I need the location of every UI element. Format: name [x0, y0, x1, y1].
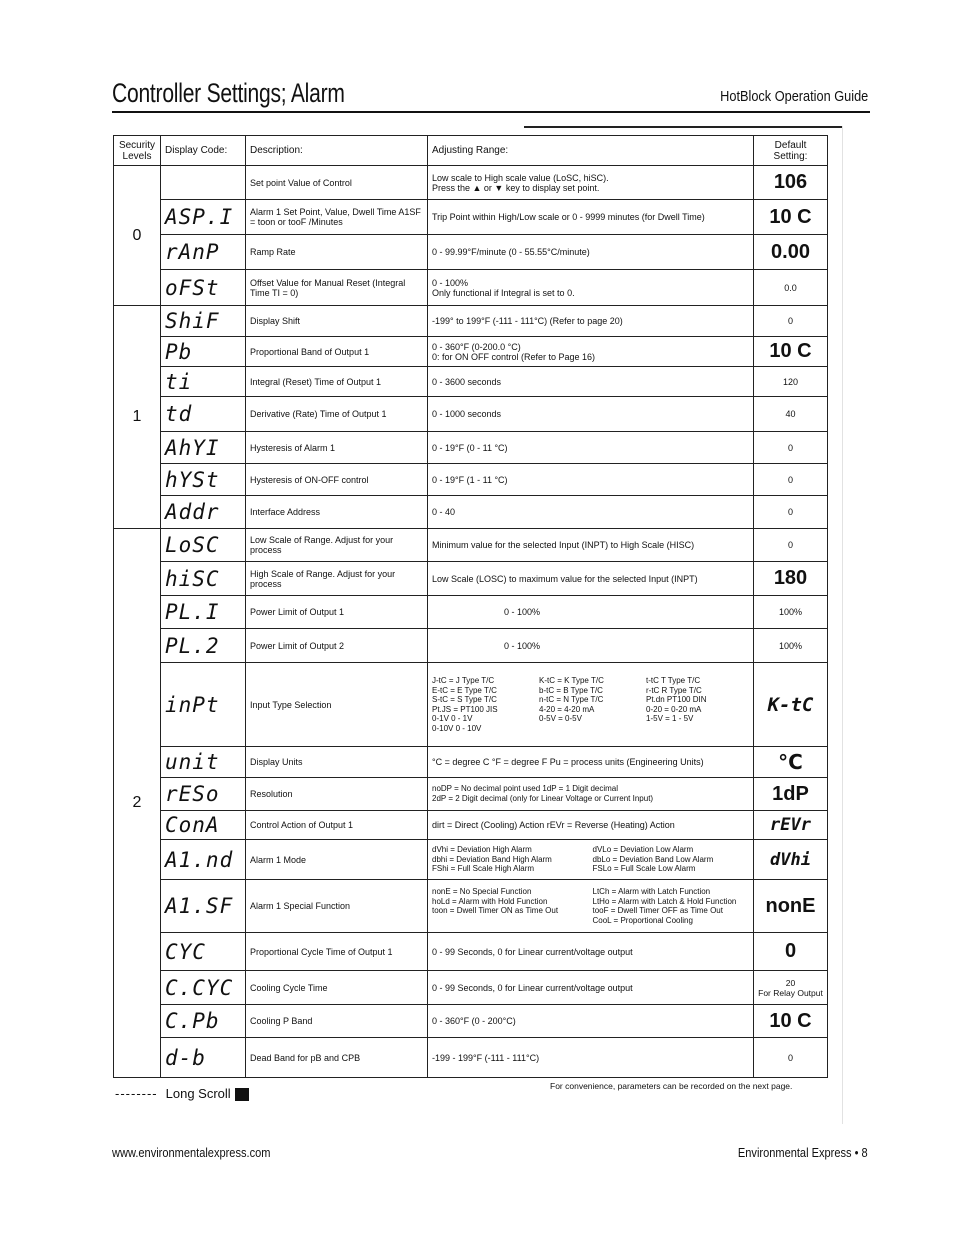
description: Proportional Cycle Time of Output 1 — [246, 933, 428, 971]
table-row — [114, 778, 828, 811]
description: Resolution — [246, 778, 428, 811]
footer-page-number: Environmental Express • 8 — [738, 1145, 868, 1160]
default-setting: °C — [754, 747, 828, 778]
description: Alarm 1 Mode — [246, 840, 428, 880]
input-type-code: S-tC = S Type T/C — [432, 695, 497, 704]
display-code: d-b — [161, 1038, 246, 1078]
dashed-line: -------- — [115, 1086, 158, 1101]
adjusting-range — [428, 840, 754, 880]
range-line: 2dP = 2 Digit decimal (only for Linear Voltage or Current Input) — [432, 794, 654, 803]
default-setting: 180 — [754, 562, 828, 596]
special-function-code: LtCh = Alarm with Latch Function — [592, 887, 711, 896]
adjusting-range: °C = degree C °F = degree F Pu = process units (Engineering Units) — [428, 747, 754, 778]
default-setting: 40 — [754, 397, 828, 432]
display-code: unit — [161, 747, 246, 778]
adjusting-range: 0 - 19°F (0 - 11 °C) — [428, 432, 754, 464]
alarm-mode-code: dbLo = Deviation Band Low Alarm — [592, 854, 714, 864]
table-row — [114, 747, 828, 778]
default-setting — [754, 971, 828, 1005]
default-setting: 10 C — [754, 200, 828, 235]
table-row — [114, 529, 828, 562]
table-row — [114, 596, 828, 629]
display-code: A1.nd — [161, 840, 246, 880]
display-code: hiSC — [161, 562, 246, 596]
default-setting: 0 — [754, 464, 828, 496]
input-type-code: J-tC = J Type T/C — [432, 676, 495, 685]
input-type-code: 0-5V = 0-5V — [539, 714, 582, 723]
col-adjusting-range: Adjusting Range: — [428, 136, 754, 166]
table-row — [114, 464, 828, 496]
adjusting-range: Trip Point within High/Low scale or 0 - 9999 minutes (for Dwell Time) — [428, 200, 754, 235]
description: Control Action of Output 1 — [246, 811, 428, 840]
special-function-code: LtHo = Alarm with Latch & Hold Function — [592, 896, 737, 906]
default-setting: 100% — [754, 629, 828, 663]
description: Cooling P Band — [246, 1005, 428, 1038]
description: Alarm 1 Special Function — [246, 880, 428, 933]
table-row — [114, 200, 828, 235]
input-type-code: Pt.dn PT100 DIN — [646, 695, 707, 704]
display-code: Addr — [161, 496, 246, 529]
table-row — [114, 1005, 828, 1038]
input-type-code: 0-10V 0 - 10V — [432, 723, 482, 733]
default-setting: nonE — [754, 880, 828, 933]
col-default-setting: Default Setting: — [754, 136, 828, 166]
input-type-code: 4-20 = 4-20 mA — [539, 704, 595, 714]
default-setting: 0.0 — [754, 270, 828, 306]
default-setting: 1dP — [754, 778, 828, 811]
display-code: AhYI — [161, 432, 246, 464]
special-function-code: tooF = Dwell Timer OFF as Time Out — [592, 906, 723, 915]
description: Alarm 1 Set Point, Value, Dwell Time A1SF = toon or tooF /Minutes — [246, 200, 428, 235]
description: Offset Value for Manual Reset (Integral Time TI = 0) — [246, 270, 428, 306]
table-row — [114, 811, 828, 840]
table-row — [114, 306, 828, 337]
display-code: C.CYC — [161, 971, 246, 1005]
special-function-code: hoLd = Alarm with Hold Function — [432, 896, 548, 906]
adjusting-range — [428, 778, 754, 811]
security-level-0: 0 — [114, 166, 161, 306]
display-code: ASP.I — [161, 200, 246, 235]
long-scroll-label: Long Scroll — [165, 1086, 231, 1101]
table-row — [114, 840, 828, 880]
adjusting-range — [428, 166, 754, 200]
footer-website: www.environmentalexpress.com — [112, 1145, 271, 1160]
default-setting: 0 — [754, 306, 828, 337]
col-display-code: Display Code: — [161, 136, 246, 166]
default-setting: dVhi — [754, 840, 828, 880]
input-type-code: 0-20 = 0-20 mA — [646, 704, 702, 714]
display-code: CYC — [161, 933, 246, 971]
display-code: td — [161, 397, 246, 432]
table-row — [114, 367, 828, 397]
table-row — [114, 397, 828, 432]
display-code: inPt — [161, 663, 246, 747]
scan-edge-shadow — [842, 126, 843, 1124]
default-setting: 0 — [754, 496, 828, 529]
adjusting-range — [428, 880, 754, 933]
description: Integral (Reset) Time of Output 1 — [246, 367, 428, 397]
alarm-mode-code: dbhi = Deviation Band High Alarm — [432, 854, 552, 864]
adjusting-range: 0 - 100% — [428, 596, 754, 629]
adjusting-range: Low Scale (LOSC) to maximum value for the selected Input (INPT) — [428, 562, 754, 596]
input-type-code: E-tC = E Type T/C — [432, 685, 497, 695]
adjusting-range: 0 - 1000 seconds — [428, 397, 754, 432]
settings-table — [113, 135, 828, 1078]
display-code: ti — [161, 367, 246, 397]
description: Dead Band for pB and CPB — [246, 1038, 428, 1078]
adjusting-range: -199° to 199°F (-111 - 111°C) (Refer to page 20) — [428, 306, 754, 337]
range-line: Low scale to High scale value (LoSC, hiSC). — [432, 172, 609, 183]
description: Ramp Rate — [246, 235, 428, 270]
special-function-code: CooL = Proportional Cooling — [592, 915, 693, 925]
default-setting: 120 — [754, 367, 828, 397]
default-setting: 0 — [754, 529, 828, 562]
table-row — [114, 880, 828, 933]
special-function-list — [432, 887, 749, 925]
table-row — [114, 663, 828, 747]
long-scroll-note — [115, 1086, 249, 1101]
input-type-code: K-tC = K Type T/C — [539, 676, 604, 685]
description: High Scale of Range. Adjust for your process — [246, 562, 428, 596]
default-setting: 106 — [754, 166, 828, 200]
display-code: ConA — [161, 811, 246, 840]
adjusting-range: 0 - 19°F (1 - 11 °C) — [428, 464, 754, 496]
display-code: hYSt — [161, 464, 246, 496]
alarm-mode-code: FShi = Full Scale High Alarm — [432, 864, 535, 874]
adjusting-range: dirt = Direct (Cooling) Action rEVr = Reverse (Heating) Action — [428, 811, 754, 840]
table-row — [114, 562, 828, 596]
display-code: oFSt — [161, 270, 246, 306]
range-line: 0: for ON OFF control (Refer to Page 16) — [432, 351, 596, 362]
adjusting-range — [428, 337, 754, 367]
default-setting: rEVr — [754, 811, 828, 840]
display-code: A1.SF — [161, 880, 246, 933]
description: Low Scale of Range. Adjust for your process — [246, 529, 428, 562]
input-type-code: t-tC T Type T/C — [646, 676, 701, 685]
table-row — [114, 933, 828, 971]
description: Hysteresis of ON-OFF control — [246, 464, 428, 496]
alarm-mode-code: dVhi = Deviation High Alarm — [432, 845, 532, 855]
adjusting-range — [428, 270, 754, 306]
table-row — [114, 971, 828, 1005]
range-line: 0 - 100% — [432, 277, 469, 288]
description: Cooling Cycle Time — [246, 971, 428, 1005]
convenience-note: For convenience, parameters can be recorded on the next page. — [550, 1081, 793, 1091]
adjusting-range: Minimum value for the selected Input (INPT) to High Scale (HISC) — [428, 529, 754, 562]
guide-title: HotBlock Operation Guide — [719, 88, 868, 105]
table-row — [114, 337, 828, 367]
special-function-code: toon = Dwell Timer ON as Time Out — [432, 906, 559, 915]
default-value: 20 — [785, 977, 796, 988]
col-description: Description: — [246, 136, 428, 166]
table-row — [114, 629, 828, 663]
default-setting: 10 C — [754, 1005, 828, 1038]
range-line: Only functional if Integral is set to 0. — [432, 287, 575, 298]
input-type-list — [432, 676, 749, 733]
input-type-code: Pt.JS = PT100 JIS — [432, 704, 498, 714]
adjusting-range: 0 - 99.99°F/minute (0 - 55.55°C/minute) — [428, 235, 754, 270]
default-setting: 0.00 — [754, 235, 828, 270]
display-code: Pb — [161, 337, 246, 367]
page-title: Controller Settings; Alarm — [112, 78, 345, 108]
default-setting: 0 — [754, 1038, 828, 1078]
adjusting-range: 0 - 99 Seconds, 0 for Linear current/voltage output — [428, 933, 754, 971]
special-function-code: nonE = No Special Function — [432, 887, 532, 896]
input-type-code: r-tC R Type T/C — [646, 685, 702, 695]
display-code: PL.I — [161, 596, 246, 629]
table-row — [114, 432, 828, 464]
default-note: For Relay Output — [758, 987, 823, 998]
title-rule — [112, 111, 870, 113]
display-code: ShiF — [161, 306, 246, 337]
input-type-code: n-tC = N Type T/C — [539, 695, 604, 704]
description: Display Units — [246, 747, 428, 778]
table-row — [114, 1038, 828, 1078]
display-code — [161, 166, 246, 200]
description: Derivative (Rate) Time of Output 1 — [246, 397, 428, 432]
header-row — [114, 136, 828, 166]
display-code: C.Pb — [161, 1005, 246, 1038]
adjusting-range — [428, 663, 754, 747]
display-code: rAnP — [161, 235, 246, 270]
special-function-code — [432, 916, 589, 926]
range-line: 0 - 360°F (0-200.0 °C) — [432, 341, 521, 352]
adjusting-range: 0 - 99 Seconds, 0 for Linear current/voltage output — [428, 971, 754, 1005]
alarm-mode-code: dVLo = Deviation Low Alarm — [592, 845, 694, 855]
description: Proportional Band of Output 1 — [246, 337, 428, 367]
alarm-mode-list — [432, 845, 749, 874]
description: Hysteresis of Alarm 1 — [246, 432, 428, 464]
description: Interface Address — [246, 496, 428, 529]
input-type-code: 0-1V 0 - 1V — [432, 714, 473, 723]
adjusting-range: 0 - 40 — [428, 496, 754, 529]
table-row — [114, 496, 828, 529]
col-security-levels: Security Levels — [114, 136, 161, 166]
adjusting-range: 0 - 360°F (0 - 200°C) — [428, 1005, 754, 1038]
adjusting-range: 0 - 100% — [428, 629, 754, 663]
description: Input Type Selection — [246, 663, 428, 747]
display-code: PL.2 — [161, 629, 246, 663]
display-code: LoSC — [161, 529, 246, 562]
table-row — [114, 166, 828, 200]
security-level-1: 1 — [114, 306, 161, 529]
adjusting-range: -199 - 199°F (-111 - 111°C) — [428, 1038, 754, 1078]
security-level-2: 2 — [114, 529, 161, 1078]
range-line: Press the ▲ or ▼ key to display set point. — [432, 182, 600, 193]
scan-edge-line — [524, 126, 842, 128]
input-type-code: b-tC = B Type T/C — [539, 685, 603, 695]
alarm-mode-code: FSLo = Full Scale Low Alarm — [592, 864, 696, 874]
display-code: rESo — [161, 778, 246, 811]
description: Display Shift — [246, 306, 428, 337]
default-setting: 0 — [754, 432, 828, 464]
description: Power Limit of Output 1 — [246, 596, 428, 629]
description: Set point Value of Control — [246, 166, 428, 200]
default-setting: K-tC — [754, 663, 828, 747]
table-row — [114, 235, 828, 270]
default-setting: 100% — [754, 596, 828, 629]
adjusting-range: 0 - 3600 seconds — [428, 367, 754, 397]
table-row — [114, 270, 828, 306]
scroll-key-icon — [235, 1088, 249, 1101]
default-setting: 10 C — [754, 337, 828, 367]
input-type-code: 1-5V = 1 - 5V — [646, 714, 694, 723]
default-setting: 0 — [754, 933, 828, 971]
range-line: noDP = No decimal point used 1dP = 1 Digit decimal — [432, 784, 619, 793]
description: Power Limit of Output 2 — [246, 629, 428, 663]
